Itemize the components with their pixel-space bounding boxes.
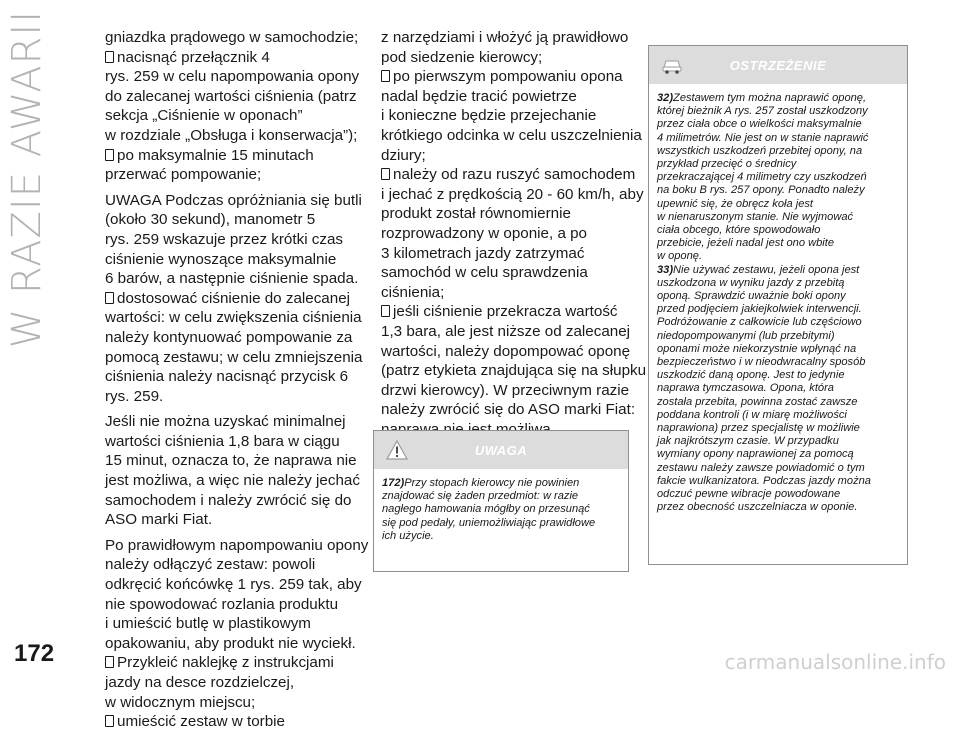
box-line-text: zestawu należy zawsze powiadomić o tym — [657, 461, 865, 474]
box-text-line — [657, 171, 899, 184]
box-text-line — [657, 250, 899, 263]
text-line — [381, 106, 631, 126]
box-line-text: przez obecność uszczelniacza w oponie. — [657, 501, 858, 514]
line-text: rys. 259 wskazuje przez krótki czas — [105, 230, 344, 248]
text-line — [381, 28, 631, 48]
box-line-text: w oponę. — [657, 250, 703, 263]
box-line-text: naprawa tymczasowa. Opona, która — [657, 382, 834, 395]
text-line — [381, 361, 647, 381]
line-text: 15 minut, oznacza to, że naprawa nie — [105, 452, 357, 470]
line-text: rys. 259 w celu napompowania opony — [105, 68, 360, 86]
text-line — [105, 634, 367, 654]
line-text: drzwi kierowcy). W przeciwnym razie — [381, 381, 630, 399]
text-line — [105, 146, 367, 166]
line-text: jeśli ciśnienie przekracza wartość — [393, 303, 618, 321]
line-text: pod siedzenie kierowcy; — [381, 48, 543, 66]
line-text: samochód w celu sprawdzenia — [381, 264, 588, 282]
box-text-line — [657, 382, 899, 395]
text-line — [105, 693, 367, 713]
text-line — [105, 210, 367, 230]
box-text-line — [657, 356, 899, 369]
line-text: UWAGA Podczas opróżniania się butli — [105, 191, 362, 209]
text-line — [105, 250, 367, 270]
line-text: 6 barów, a następnie ciśnienie spada. — [105, 270, 359, 288]
box-line-text: znajdować się żaden przedmiot: w razie — [382, 490, 579, 503]
box-text-line — [657, 488, 899, 501]
line-text: pomocą zestawu; w celu zmniejszenia — [105, 348, 363, 366]
text-line — [105, 614, 367, 634]
box-line-text: naprawiona) przez specjalistę w możliwie — [657, 422, 860, 435]
box-line-text: poddana kontroli (i w miarę możliwości — [657, 408, 847, 421]
text-line — [105, 87, 367, 107]
text-line — [105, 555, 367, 575]
ostrzezenie-box-title: OSTRZEŻENIE — [729, 58, 827, 73]
text-line — [105, 348, 367, 368]
line-text: Przykleić naklejkę z instrukcjami — [117, 654, 334, 672]
line-text: Jeśli nie można uzyskać minimalnej — [105, 413, 346, 431]
text-column-left — [105, 28, 367, 732]
text-line — [381, 87, 631, 107]
text-line — [105, 653, 367, 673]
box-line-text: nagłego hamowania mógłby on przesunąć — [382, 503, 590, 516]
box-text-line — [657, 184, 899, 197]
text-line — [105, 126, 367, 146]
text-line — [381, 67, 631, 87]
box-line-text: wszystkich uszkodzeń przebitej opony, na — [657, 144, 863, 157]
uwaga-box-body — [374, 469, 628, 549]
line-text: nie spowodować rozlania produktu — [105, 595, 339, 613]
text-line — [105, 28, 367, 48]
box-line-text: przez ciała obce o wielkości maksymalnie — [657, 118, 862, 131]
box-text-line — [382, 477, 620, 490]
box-line-text: Przy stopach kierowcy nie powinien — [404, 477, 580, 489]
box-text-line — [657, 158, 899, 171]
line-text: (patrz etykieta znajdująca się na słupku — [381, 362, 647, 380]
line-text: krótkiego odcinka w celu uszczelnienia — [381, 126, 642, 144]
line-text: jazdy na desce rozdzielczej, — [105, 674, 295, 691]
line-text: dziury; — [381, 146, 426, 164]
box-text-line — [382, 490, 620, 503]
uwaga-box — [373, 430, 629, 572]
line-text: odkręcić końcówkę 1 rys. 259 tak, aby — [105, 576, 362, 594]
line-text: ASO marki Fiat. — [105, 511, 213, 529]
line-text: umieścić zestaw w torbie — [117, 713, 285, 731]
text-line — [105, 491, 367, 511]
box-text-line — [657, 303, 899, 316]
text-line — [105, 510, 367, 530]
box-line-text: wymiany opony naprawionej za pomocą — [657, 448, 854, 461]
line-text: ciśnienie wynoszące maksymalnie — [105, 250, 337, 268]
box-line-text: ich użycie. — [382, 529, 434, 542]
line-text: jest możliwa, a więc nie należy jechać — [105, 472, 360, 490]
line-text: ciśnienia; — [381, 283, 445, 301]
box-line-text: Podróżowanie z całkowicie lub częściowo — [657, 316, 862, 329]
bullet-icon — [105, 656, 114, 668]
line-text: z narzędziami i włożyć ją prawidłowo — [381, 29, 629, 46]
line-text: w rozdziale „Obsługa i konserwacja”); — [105, 126, 358, 144]
line-text: dostosować ciśnienie do zalecanej — [117, 289, 351, 307]
box-line-text: jak najkrótszym czasie. W przypadku — [657, 435, 839, 448]
box-text-line — [657, 264, 899, 277]
text-line — [105, 471, 367, 491]
line-text: produkt został równomiernie — [381, 205, 571, 223]
bullet-icon — [381, 70, 390, 82]
page-number: 172 — [14, 640, 55, 667]
bullet-icon — [381, 305, 390, 317]
reference-number: 33) — [657, 263, 674, 276]
text-line — [381, 204, 631, 224]
box-text-line — [657, 211, 899, 224]
text-line — [105, 367, 367, 387]
box-line-text: oponami może niekorzystnie wpłynąć na — [657, 342, 857, 355]
box-text-line — [657, 396, 899, 409]
text-line — [105, 48, 367, 68]
reference-number: 172) — [382, 477, 405, 489]
text-line — [105, 387, 367, 407]
text-line — [381, 165, 636, 185]
line-text: samochodem i należy zwrócić się do — [105, 491, 352, 509]
box-text-line — [382, 503, 620, 516]
text-line — [381, 381, 631, 401]
reference-number: 32) — [657, 92, 674, 104]
box-text-line — [657, 435, 899, 448]
box-line-text: Zestawem tym można naprawić oponę, — [673, 92, 867, 104]
box-line-text: odczuć pewne wibracje powodowane — [657, 488, 841, 501]
text-line — [105, 673, 367, 693]
line-text: 1,3 bara, ale jest niższe od zalecanej — [381, 322, 631, 340]
text-line — [105, 595, 367, 615]
box-text-line — [657, 343, 899, 356]
box-text-line — [657, 369, 899, 382]
bullet-icon — [381, 168, 390, 180]
box-text-line — [657, 237, 899, 250]
text-line — [381, 48, 631, 68]
box-text-line — [657, 224, 899, 237]
box-text-line — [657, 290, 899, 303]
text-line — [105, 67, 367, 87]
bullet-icon — [105, 51, 114, 63]
line-text: należy zwrócić się do ASO marki Fiat: — [381, 401, 636, 419]
box-line-text: której bieżnik A rys. 257 został uszkodzony — [657, 105, 868, 118]
box-line-text: ciała obcego, które spowodowało — [657, 224, 821, 237]
box-text-line — [657, 448, 899, 461]
ostrzezenie-box-body — [649, 84, 907, 521]
box-line-text: 4 milimetrów. Nie jest on w stanie naprawić — [657, 131, 869, 144]
ostrzezenie-box — [648, 45, 908, 565]
text-line — [105, 575, 367, 595]
box-line-text: przekraczającej 4 milimetry czy uszkodzeń — [657, 171, 867, 184]
line-text: wartości: w celu zwiększenia ciśnienia — [105, 309, 362, 327]
line-text: należy odłączyć zestaw: powoli — [105, 556, 316, 574]
box-text-line — [657, 316, 899, 329]
text-line — [105, 230, 367, 250]
uwaga-box-header — [374, 431, 628, 469]
box-text-line — [657, 409, 899, 422]
box-text-line — [657, 277, 899, 290]
line-text: po pierwszym pompowaniu opona — [393, 68, 623, 86]
text-line — [381, 146, 631, 166]
box-line-text: się pod pedały, uniemożliwiając prawidłowe — [382, 516, 596, 529]
text-line — [381, 244, 631, 264]
box-text-line — [657, 475, 899, 488]
text-line — [105, 106, 367, 126]
text-line — [105, 191, 367, 211]
section-title: W RAZIE AWARII — [4, 10, 50, 349]
line-text: przerwać pompowanie; — [105, 166, 262, 184]
text-line — [105, 165, 367, 185]
box-text-line — [657, 118, 899, 131]
box-text-line — [657, 198, 899, 211]
box-line-text: w nienaruszonym stanie. Nie wyjmować — [657, 210, 854, 223]
box-line-text: bezpieczeństwo i w nieodwracalny sposób — [657, 356, 866, 369]
line-text: sekcja „Ciśnienie w oponach” — [105, 107, 303, 125]
ostrzezenie-box-header — [649, 46, 907, 84]
box-line-text: przebicie, jeżeli nadal jest ono wbite — [657, 237, 834, 250]
box-text-line — [657, 105, 899, 118]
line-text: i umieścić butlę w plastikowym — [105, 615, 311, 633]
line-text: i konieczne będzie przejechanie — [381, 107, 597, 125]
line-text: rys. 259. — [105, 387, 164, 405]
text-line — [105, 412, 367, 432]
box-text-line — [657, 462, 899, 475]
line-text: (około 30 sekund), manometr 5 — [105, 211, 316, 229]
uwaga-box-title: UWAGA — [474, 443, 528, 458]
box-text-line — [657, 422, 899, 435]
watermark: carmanualsonline.info — [724, 650, 946, 674]
box-line-text: niedopompowanymi (lub przebitymi) — [657, 329, 835, 342]
text-line — [381, 283, 631, 303]
text-line — [105, 712, 367, 732]
box-line-text: uszkodzona w wyniku jazdy z przebitą — [657, 276, 845, 289]
text-line — [381, 263, 631, 283]
text-line — [105, 536, 367, 556]
bullet-icon — [105, 715, 114, 727]
text-line — [381, 400, 636, 420]
box-line-text: Nie używać zestawu, jeżeli opona jest — [673, 263, 860, 276]
text-line — [105, 269, 367, 289]
line-text: i jechać z prędkością 20 - 60 km/h, aby — [381, 185, 644, 203]
text-line — [105, 432, 367, 452]
box-text-line — [657, 92, 899, 105]
line-text: Po prawidłowym napompowaniu opony — [105, 536, 369, 554]
box-line-text: przed podjęciem jakiejkolwiek interwencji. — [657, 303, 862, 316]
box-line-text: została przebita, powinna zostać zawsze — [657, 395, 858, 408]
line-text: wartości ciśnienia 1,8 bara w ciągu — [105, 432, 340, 450]
box-text-line — [382, 530, 620, 543]
box-line-text: fakcie wulkanizatora. Podczas jazdy można — [657, 474, 871, 487]
box-line-text: upewnić się, że obręcz koła jest — [657, 197, 814, 210]
box-text-line — [657, 145, 899, 158]
text-line — [381, 185, 644, 205]
box-line-text: przykład przecięć o średnicy — [657, 158, 797, 171]
line-text: po maksymalnie 15 minutach — [117, 146, 314, 164]
box-text-line — [657, 501, 899, 514]
line-text: do zalecanej wartości ciśnienia (patrz — [105, 87, 357, 105]
line-text: nacisnąć przełącznik 4 — [117, 48, 270, 66]
line-text: ciśnienia należy nacisnąć przycisk 6 — [105, 368, 349, 386]
bullet-icon — [105, 292, 114, 304]
box-text-line — [382, 517, 620, 530]
box-line-text: oponą. Sprawdzić uważnie boki opony — [657, 290, 846, 303]
box-line-text: na boku B rys. 257 opony. Ponadto należy — [657, 184, 865, 197]
line-text: 3 kilometrach jazdy zatrzymać — [381, 244, 585, 262]
line-text: w widocznym miejscu; — [105, 693, 256, 711]
text-line — [381, 224, 631, 244]
line-text: nadal będzie tracić powietrze — [381, 87, 577, 105]
line-text: wartości, należy dopompować oponę — [381, 342, 631, 360]
text-column-middle — [381, 28, 647, 439]
text-line — [105, 308, 367, 328]
box-text-line — [657, 330, 899, 343]
text-line — [381, 126, 642, 146]
line-text: gniazdka prądowego w samochodzie; — [105, 29, 359, 46]
line-text: rozprowadzony w oponie, a po — [381, 224, 588, 242]
box-line-text: uszkodzić daną oponę. Jest to jedynie — [657, 369, 845, 382]
bullet-icon — [105, 149, 114, 161]
text-line — [105, 289, 367, 309]
text-line — [105, 328, 367, 348]
text-line — [381, 302, 631, 322]
text-line — [381, 342, 631, 362]
line-text: opakowaniu, aby produkt nie wyciekł. — [105, 634, 356, 652]
text-line — [105, 451, 367, 471]
box-text-line — [657, 132, 899, 145]
line-text: należy od razu ruszyć samochodem — [393, 166, 636, 184]
text-line — [381, 322, 631, 342]
line-text: należy kontynuować pompowanie za — [105, 328, 353, 346]
